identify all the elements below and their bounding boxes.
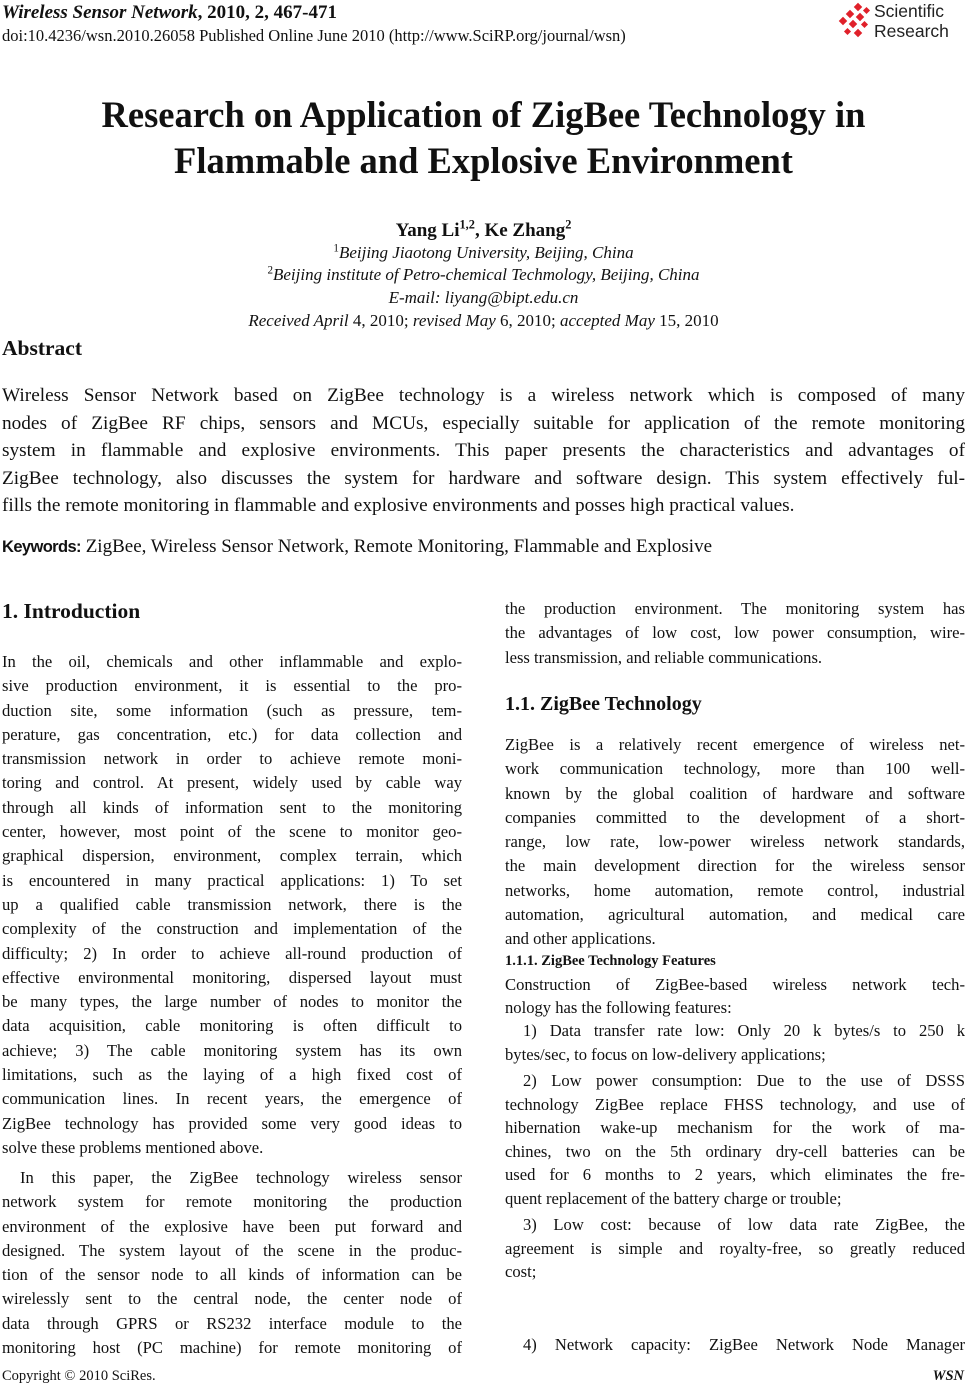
text-line: 1) Data transfer rate low: Only 20 k bytes/s to 250 k (523, 1021, 965, 1040)
email-address[interactable]: : liyang@bipt.edu.cn (434, 288, 579, 307)
text-line: chines, two on the 5th ordinary dry-cell batteries can be (505, 1141, 965, 1161)
text-line: sive production environment, it is essential to the pro- (2, 676, 462, 696)
dates-line (0, 311, 967, 331)
journal-citation (2, 2, 337, 24)
feature-1 (505, 1019, 965, 1066)
accepted-label: accepted May (560, 311, 655, 330)
features-intro (505, 973, 965, 1019)
keywords (2, 536, 712, 558)
email-label: E-mail (388, 288, 435, 307)
text-line: achieve; 3) The cable monitoring system has its own (2, 1040, 462, 1060)
journal-abbr: WSN (932, 1368, 964, 1384)
text-line: through all kinds of information sent to the monitoring (2, 797, 462, 817)
text-line: nodes of ZigBee RF chips, sensors and MCUs, especially suitable for application of the remote monitoring (2, 412, 965, 434)
text-line: automation, agricultural automation, and medical care (505, 905, 965, 925)
text-line: monitoring host (PC machine) for remote monitoring of (2, 1338, 462, 1358)
text-line: wirelessly sent to the central node, the center node of (2, 1289, 462, 1309)
text-line: Construction of ZigBee-based wireless network tech- (505, 975, 965, 994)
text-line: center, however, most point of the scene to monitor geo- (2, 822, 462, 842)
volume-pages: , 2010, 2, 467-471 (197, 2, 337, 23)
text-line: network system for remote monitoring the production (2, 1192, 462, 1212)
keywords-label: Keywords: (2, 538, 81, 556)
text-line: bytes/sec, to focus on low-delivery applications; (505, 1044, 826, 1064)
text-line: system in flammable and explosive environments. This paper presents the characteristics and advantages of (2, 440, 965, 462)
publisher-logo (838, 2, 963, 44)
affil-1-number: 1 (333, 242, 339, 255)
text-line: less transmission, and reliable communications. (505, 647, 823, 667)
text-line: networks, home automation, remote control, industrial (505, 880, 965, 900)
affil-1-text: Beijing Jiaotong University, Beijing, China (338, 243, 634, 262)
text-line: 4) Network capacity: ZigBee Network Node Manager (523, 1335, 965, 1354)
feature-2 (505, 1069, 965, 1210)
affiliation-2 (0, 265, 967, 285)
text-line: quent replacement of the battery charge or trouble; (505, 1188, 842, 1208)
affiliation-1 (0, 243, 967, 263)
logo-line1: Scientific (874, 1, 945, 21)
text-line: used for 6 months to 2 years, which eliminates the fre- (505, 1165, 965, 1184)
text-line: designed. The system layout of the scene in the produc- (2, 1240, 462, 1260)
paper-title (0, 92, 967, 184)
text-line: the main development direction for the wireless sensor (505, 856, 965, 876)
copyright: Copyright © 2010 SciRes. (2, 1368, 156, 1384)
text-line: complexity of the construction and implementation of the (2, 919, 462, 939)
logo-text (874, 1, 949, 41)
text-line: difficulty; 2) In order to achieve all-round production of (2, 943, 462, 963)
text-line: In the oil, chemicals and other inflammable and explo- (2, 652, 462, 671)
affil-2-text: Beijing institute of Petro-chemical Techmology, Beijing, China (273, 265, 700, 284)
abstract-heading: Abstract (2, 336, 83, 360)
intro-paragraph-1 (2, 650, 462, 1160)
text-line: environment of the explosive have been put forward and (2, 1216, 462, 1236)
text-line: ZigBee technology has provided some very good ideas to (2, 1113, 462, 1133)
received-date: 4, 2010; (348, 311, 413, 330)
text-line: and other applications. (505, 929, 656, 949)
features-heading: 1.1.1. ZigBee Technology Features (505, 953, 716, 969)
text-line: perature, gas concentration, etc.) for data collection and (2, 724, 462, 744)
text-line: cost; (505, 1262, 537, 1281)
text-line: known by the global coalition of hardware and software (505, 783, 965, 803)
journal-name: Wireless Sensor Network (2, 2, 198, 23)
text-line: companies committed to the development of a short- (505, 807, 965, 827)
text-line: ZigBee is a relatively recent emergence of wireless net- (505, 735, 965, 754)
text-line: up a qualified cable transmission network, there is the (2, 894, 462, 914)
logo-line2: Research (874, 21, 949, 41)
text-line: be many types, the large number of nodes to monitor the (2, 992, 462, 1012)
intro-paragraph-2 (2, 1166, 462, 1360)
text-line: data through GPRS or RS232 interface module to the (2, 1313, 462, 1333)
text-line: Wireless Sensor Network based on ZigBee technology is a wireless network which is composed of many (2, 385, 965, 406)
logo-diamonds-icon (838, 2, 874, 42)
text-line: work communication technology, more than 100 well- (505, 759, 965, 779)
text-line: data acquisition, cable monitoring is often difficult to (2, 1016, 462, 1036)
text-line: the production environment. The monitoring system has (505, 599, 965, 618)
authors (0, 217, 967, 242)
text-line: fills the remote monitoring in flammable and explosive environments and posses high practical values. (2, 495, 795, 517)
text-line: communication lines. In recent years, the emergence of (2, 1089, 462, 1109)
email-line (0, 288, 967, 308)
text-line: transmission network in order to achieve remote moni- (2, 749, 462, 769)
text-line: 2) Low power consumption: Due to the use of DSSS (523, 1071, 965, 1090)
text-line: nology has the following features: (505, 998, 732, 1017)
intro-heading: 1. Introduction (2, 599, 141, 623)
zigbee-heading: 1.1. ZigBee Technology (505, 693, 702, 715)
text-line: the advantages of low cost, low power consumption, wire- (505, 623, 965, 643)
revised-label: revised May (412, 311, 496, 330)
revised-date: 6, 2010; (495, 311, 560, 330)
text-line: toring and control. At present, widely used by cable way (2, 773, 462, 793)
text-line: solve these problems mentioned above. (2, 1137, 264, 1157)
text-line: In this paper, the ZigBee technology wireless sensor (20, 1168, 462, 1187)
author-1-affil: 1,2 (459, 217, 475, 232)
text-line: tion of the sensor node to all kinds of information can be (2, 1265, 462, 1285)
text-line: graphical dispersion, environment, complex terrain, which (2, 846, 462, 866)
text-line: effective environmental monitoring, dispersed layout must (2, 967, 462, 987)
text-line: duction site, some information (such as pressure, tem- (2, 700, 462, 720)
zigbee-paragraph (505, 733, 965, 952)
text-line: hibernation wake-up mechanism for the work of ma- (505, 1118, 965, 1137)
text-line: agreement is simple and royalty-free, so greatly reduced (505, 1238, 965, 1258)
text-line: ZigBee technology, also discusses the system for hardware and software design. This system effectively ful- (2, 467, 965, 489)
keywords-text: ZigBee, Wireless Sensor Network, Remote Monitoring, Flammable and Explosive (80, 536, 713, 557)
title-line2: Flammable and Explosive Environment (174, 140, 793, 181)
accepted-date: 15, 2010 (654, 311, 719, 330)
author-2: , Ke Zhang (474, 220, 566, 241)
doi-line: doi:10.4236/wsn.2010.26058 Published Online June 2010 (http://www.SciRP.org/journal/wsn) (2, 26, 626, 45)
text-line: technology ZigBee replace FHSS technology, and use of (505, 1094, 965, 1114)
title-line1: Research on Application of ZigBee Technology in (101, 94, 866, 135)
author-1: Yang Li (395, 220, 460, 241)
text-line: range, low rate, low-power wireless network standards, (505, 832, 965, 852)
abstract-body (2, 382, 965, 520)
text-line: 3) Low cost: because of low data rate ZigBee, the (523, 1215, 965, 1234)
author-2-affil: 2 (565, 217, 572, 232)
feature-4 (505, 1333, 965, 1357)
affil-2-number: 2 (267, 264, 273, 277)
received-label: Received April (248, 311, 349, 330)
text-line: limitations, such as the laying of a high fixed cost of (2, 1065, 462, 1085)
feature-3 (505, 1213, 965, 1284)
text-line: is encountered in many practical applications: 1) To set (2, 870, 462, 890)
intro-paragraph-2-cont (505, 597, 965, 670)
